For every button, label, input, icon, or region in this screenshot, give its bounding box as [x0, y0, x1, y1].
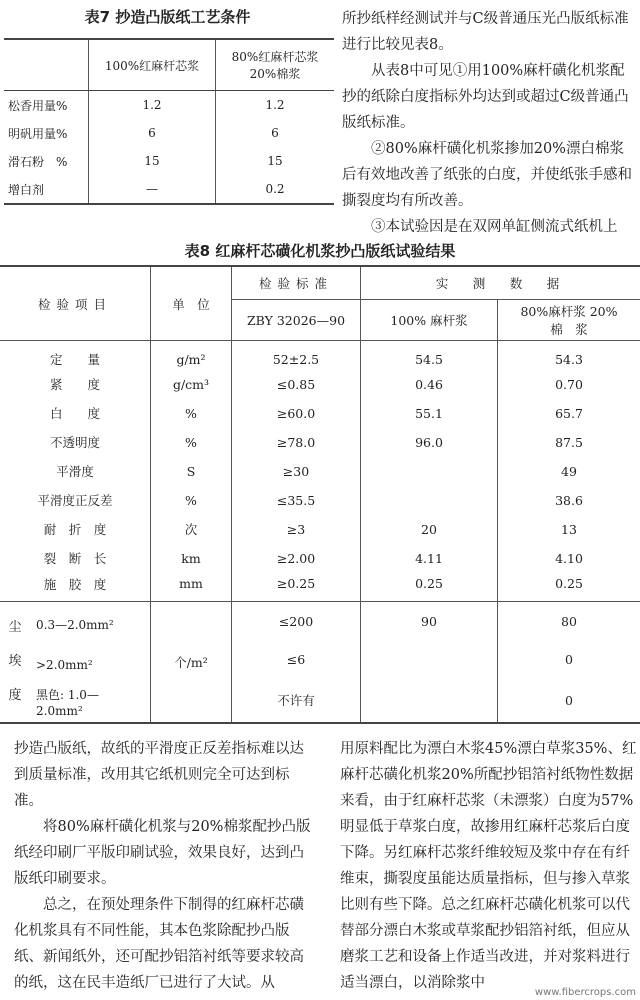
table8-cell: 49 [498, 457, 640, 486]
table7-cell: 明矾用量% [8, 126, 68, 141]
table8-cell: 0.70 [498, 370, 640, 399]
table8-row [0, 457, 640, 486]
table8-cell: 0.25 [361, 573, 498, 602]
table8 [0, 265, 640, 724]
table8-row [0, 428, 640, 457]
table8-cell: 不许有 [232, 678, 361, 723]
table8-dirt-row [0, 602, 640, 641]
table8-cell: g/m² [151, 341, 232, 370]
table7-cell: 6 [89, 119, 216, 147]
table8-cell: 0 [498, 640, 640, 678]
table8-header-unit: 单 位 [151, 266, 232, 341]
paragraph: ②80%麻杆磺化机浆掺加20%漂白棉浆后有效地改善了纸张的白度，并使纸张手感和撕裂度均有所改善。 [342, 141, 632, 209]
table8-cell: % [151, 486, 232, 515]
table8-cell: ≥3 [232, 515, 361, 544]
table8-cell: ≥30 [232, 457, 361, 486]
table8-cell: 65.7 [498, 399, 640, 428]
table8-cell: 施 胶 度 [0, 573, 151, 602]
table8-cell: g/cm³ [151, 370, 232, 399]
bottom-right-text [340, 736, 640, 996]
table8-cell: ≤0.85 [232, 370, 361, 399]
table7 [4, 38, 334, 205]
right-column-text [342, 6, 638, 240]
table7-title: 表7 抄造凸版纸工艺条件 [84, 8, 251, 26]
table8-cell: ≤200 [232, 602, 361, 641]
table8-cell: 次 [151, 515, 232, 544]
paragraph: 所抄纸样经测试并与C级普通压光凸版纸标准进行比较见表8。 [342, 11, 629, 53]
table8-dirt-label: 尘埃度 [8, 620, 22, 703]
table7-row [4, 119, 334, 147]
table8-cell: S [151, 457, 232, 486]
table7-row [4, 91, 334, 120]
table8-cell: 0.25 [498, 573, 640, 602]
table8-header-standard-code: ZBY 32026—90 [232, 300, 361, 341]
table8-cell [361, 486, 498, 515]
table8-row [0, 399, 640, 428]
table8-cell: 87.5 [498, 428, 640, 457]
table7-header-col1: 100%红麻杆芯浆 [89, 39, 216, 91]
table8-cell: 38.6 [498, 486, 640, 515]
table8-cell: 96.0 [361, 428, 498, 457]
table7-cell: 1.2 [216, 91, 335, 120]
table8-header-item: 检验项目 [0, 266, 151, 341]
table8-row [0, 573, 640, 602]
table8-header-standard: 检验标准 [232, 266, 361, 300]
table8-cell: 白 度 [49, 406, 100, 421]
table8-cell: 20 [361, 515, 498, 544]
table8-row [0, 486, 640, 515]
table7-row [4, 147, 334, 175]
table8-cell [361, 457, 498, 486]
table8-cell: mm [151, 573, 232, 602]
table8-cell: 平滑度正反差 [37, 493, 113, 508]
table8-header-measured: 实 测 数 据 [361, 266, 640, 300]
table8-cell: 平滑度 [56, 464, 94, 479]
table8-cell: km [151, 544, 232, 573]
table8-cell: 裂 断 长 [43, 551, 107, 566]
watermark-text: www.fibercrops.com [534, 987, 636, 998]
table8-cell: 紧 度 [49, 377, 100, 392]
table7-header-col2: 80%红麻杆芯浆 20%棉浆 [216, 39, 335, 91]
table8-cell: 4.11 [361, 544, 498, 573]
table8-cell: % [151, 399, 232, 428]
table8-cell: 52±2.5 [232, 341, 361, 370]
table8-cell: ≤35.5 [232, 486, 361, 515]
table8-cell: ≥2.00 [232, 544, 361, 573]
table8-dirt-cell [0, 602, 151, 724]
paragraph: 将80%麻杆磺化机浆与20%棉浆配抄凸版纸经印刷厂平版印刷试验，效果良好，达到凸版纸印刷要求。 [14, 819, 311, 887]
table7-cell: 1.2 [89, 91, 216, 120]
table8-cell: ≥0.25 [232, 573, 361, 602]
paragraph: 用原料配比为漂白木浆45%漂白草浆35%、红麻杆芯磺化机浆20%所配抄铝箔衬纸物性数据来看，由于红麻杆芯浆（未漂浆）白度为57%明显低于草浆白度，故掺用红麻杆芯浆后白度下降。另红麻杆芯浆纤维较短及浆中存在有纤维束，撕裂度虽能达质量指标，但与掺入草浆比则有些下降。总之红麻杆芯磺化机浆可以代替部分漂白木浆或草浆配抄铝箔衬纸，但应从磨浆工艺和设备上作适当改进，并对浆料进行适当漂白，以消除浆中 [340, 741, 637, 991]
table8-cell: ≤6 [232, 640, 361, 678]
table8-cell: 55.1 [361, 399, 498, 428]
table8-cell [361, 640, 498, 678]
table8-dirt-range: 黑色: 1.0—2.0mm² [36, 688, 99, 718]
table8-dirt-range: >2.0mm² [36, 658, 93, 672]
paragraph: 从表8中可见①用100%麻杆磺化机浆配抄的纸除白度指标外均达到或超过C级普通凸版纸标准。 [342, 63, 629, 131]
table7-header-blank [4, 39, 89, 91]
table8-row [0, 370, 640, 399]
table7-cell: 松香用量% [8, 98, 68, 113]
table8-cell: 54.5 [361, 341, 498, 370]
table8-cell: 13 [498, 515, 640, 544]
table7-cell: 增白剂 [4, 175, 89, 204]
table8-dirt-unit: 个/m² [151, 602, 232, 724]
table8-cell: 4.10 [498, 544, 640, 573]
paragraph: ③本试验因是在双网单缸侧流式纸机上 [371, 219, 618, 235]
table8-cell: 0.46 [361, 370, 498, 399]
table8-cell: 54.3 [498, 341, 640, 370]
table7-cell: 滑石粉 % [8, 154, 68, 169]
table8-row [0, 544, 640, 573]
table7-cell: 15 [216, 147, 335, 175]
table8-cell: ≥60.0 [232, 399, 361, 428]
table8-cell: 不透明度 [49, 435, 100, 450]
table8-cell: ≥78.0 [232, 428, 361, 457]
table7-cell: 15 [89, 147, 216, 175]
paragraph: 抄造凸版纸，故纸的平滑度正反差指标难以达到质量标准，改用其它纸机则完全可达到标准。 [14, 741, 304, 809]
table8-cell: 90 [361, 602, 498, 641]
bottom-left-text [14, 736, 314, 996]
table8-cell: 定 量 [49, 352, 100, 368]
paragraph: 总之，在预处理条件下制得的红麻杆芯磺化机浆具有不同性能，其本色浆除配抄凸版纸、新闻纸外，还可配抄铝箔衬纸等要求较高的纸，这在民丰造纸厂已进行了大试。从 [14, 897, 304, 991]
table7-cell: 0.2 [216, 175, 335, 204]
table8-cell: % [151, 428, 232, 457]
table7-cell: 6 [216, 119, 335, 147]
table7-row [4, 175, 334, 204]
table8-row [0, 515, 640, 544]
table8-header-col1: 100% 麻杆浆 [361, 300, 498, 341]
table8-row [0, 341, 640, 370]
table8-title: 表8 红麻杆芯磺化机浆抄凸版纸试验结果 [184, 242, 456, 260]
table8-dirt-range: 0.3—2.0mm² [36, 618, 114, 632]
table7-cell: — [89, 175, 216, 204]
table8-cell: 80 [498, 602, 640, 641]
table8-cell: 耐 折 度 [43, 522, 107, 537]
table8-header-col2: 80%麻杆浆 20%棉 浆 [498, 300, 640, 341]
table8-cell: 0 [498, 678, 640, 723]
table8-cell [361, 678, 498, 723]
